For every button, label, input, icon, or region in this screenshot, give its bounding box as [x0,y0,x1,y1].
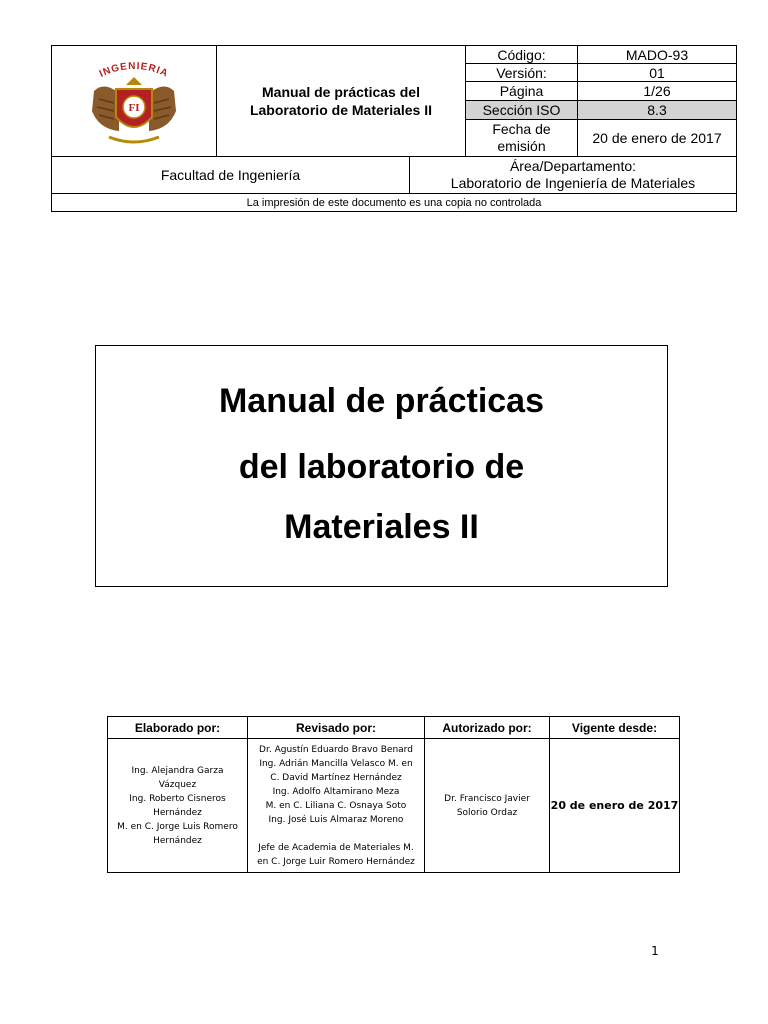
vigente-header: Vigente desde: [549,716,680,739]
svg-text:FI: FI [128,102,140,114]
autorizado-header: Autorizado por: [424,716,550,739]
autorizado-line: Dr. Francisco Javier [444,793,530,804]
revisado-line: Jefe de Academia de Materiales M. [258,842,414,853]
revisado-line: C. David Martínez Hernández [270,772,402,783]
main-title-line3: Materiales II [284,508,479,546]
seccion-iso-label: Sección ISO [465,100,578,120]
revisado-line: en C. Jorge Luir Romero Hernández [257,856,415,867]
codigo-label: Código: [465,45,578,64]
revisado-line: M. en C. Liliana C. Osnaya Soto [265,800,407,811]
faculty-cell: Facultad de Ingeniería [51,156,410,194]
elaborado-line: M. en C. Jorge Luis Romero [117,821,238,832]
fecha-emision-label-line1: Fecha de [492,121,551,137]
revisado-cell [247,738,425,873]
elaborado-cell [107,738,248,873]
page-number: 1 [651,944,659,958]
codigo-value: MADO-93 [577,45,737,64]
main-title-line1: Manual de prácticas [218,382,544,420]
elaborado-header: Elaborado por: [107,716,248,739]
version-label: Versión: [465,63,578,82]
revisado-line: Ing. Adrián Mancilla Velasco M. en [259,758,413,769]
area-value: Laboratorio de Ingeniería de Materiales [450,175,696,191]
elaborado-line: Hernández [153,835,202,846]
autorizado-line: Solorio Ordaz [456,807,518,818]
logo-cell [51,45,217,157]
version-value: 01 [577,63,737,82]
revisado-line: Dr. Agustín Eduardo Bravo Benard [259,744,413,755]
main-title-line2: del laboratorio de [238,448,525,486]
fecha-emision-label [465,119,578,157]
fecha-emision-label-line2: emisión [497,138,546,154]
svg-text:INGENIERIA: INGENIERIA [97,60,171,80]
faculty-logo [64,51,204,151]
area-label: Área/Departamento: [509,158,637,174]
pagina-label: Página [465,81,578,101]
manual-title-line2: Laboratorio de Materiales II [249,102,433,118]
manual-title-line1: Manual de prácticas del [262,84,420,100]
autorizado-cell [424,738,550,873]
elaborado-line: Ing. Alejandra Garza [131,765,224,776]
uncontrolled-copy-notice: La impresión de este documento es una copia no controlada [51,193,737,212]
seccion-iso-value: 8.3 [577,100,737,120]
title-box [95,345,668,587]
area-cell [409,156,737,194]
revisado-header: Revisado por: [247,716,425,739]
elaborado-line: Ing. Roberto Cisneros [129,793,226,804]
elaborado-line: Vázquez [158,779,197,790]
pagina-value: 1/26 [577,81,737,101]
vigente-cell: 20 de enero de 2017 [549,738,680,873]
fecha-emision-value: 20 de enero de 2017 [577,119,737,157]
manual-title-cell [216,45,466,157]
revisado-line: Ing. José Luis Almaraz Moreno [268,814,404,825]
elaborado-line: Hernández [153,807,202,818]
revisado-line: Ing. Adolfo Altamirano Meza [272,786,400,797]
